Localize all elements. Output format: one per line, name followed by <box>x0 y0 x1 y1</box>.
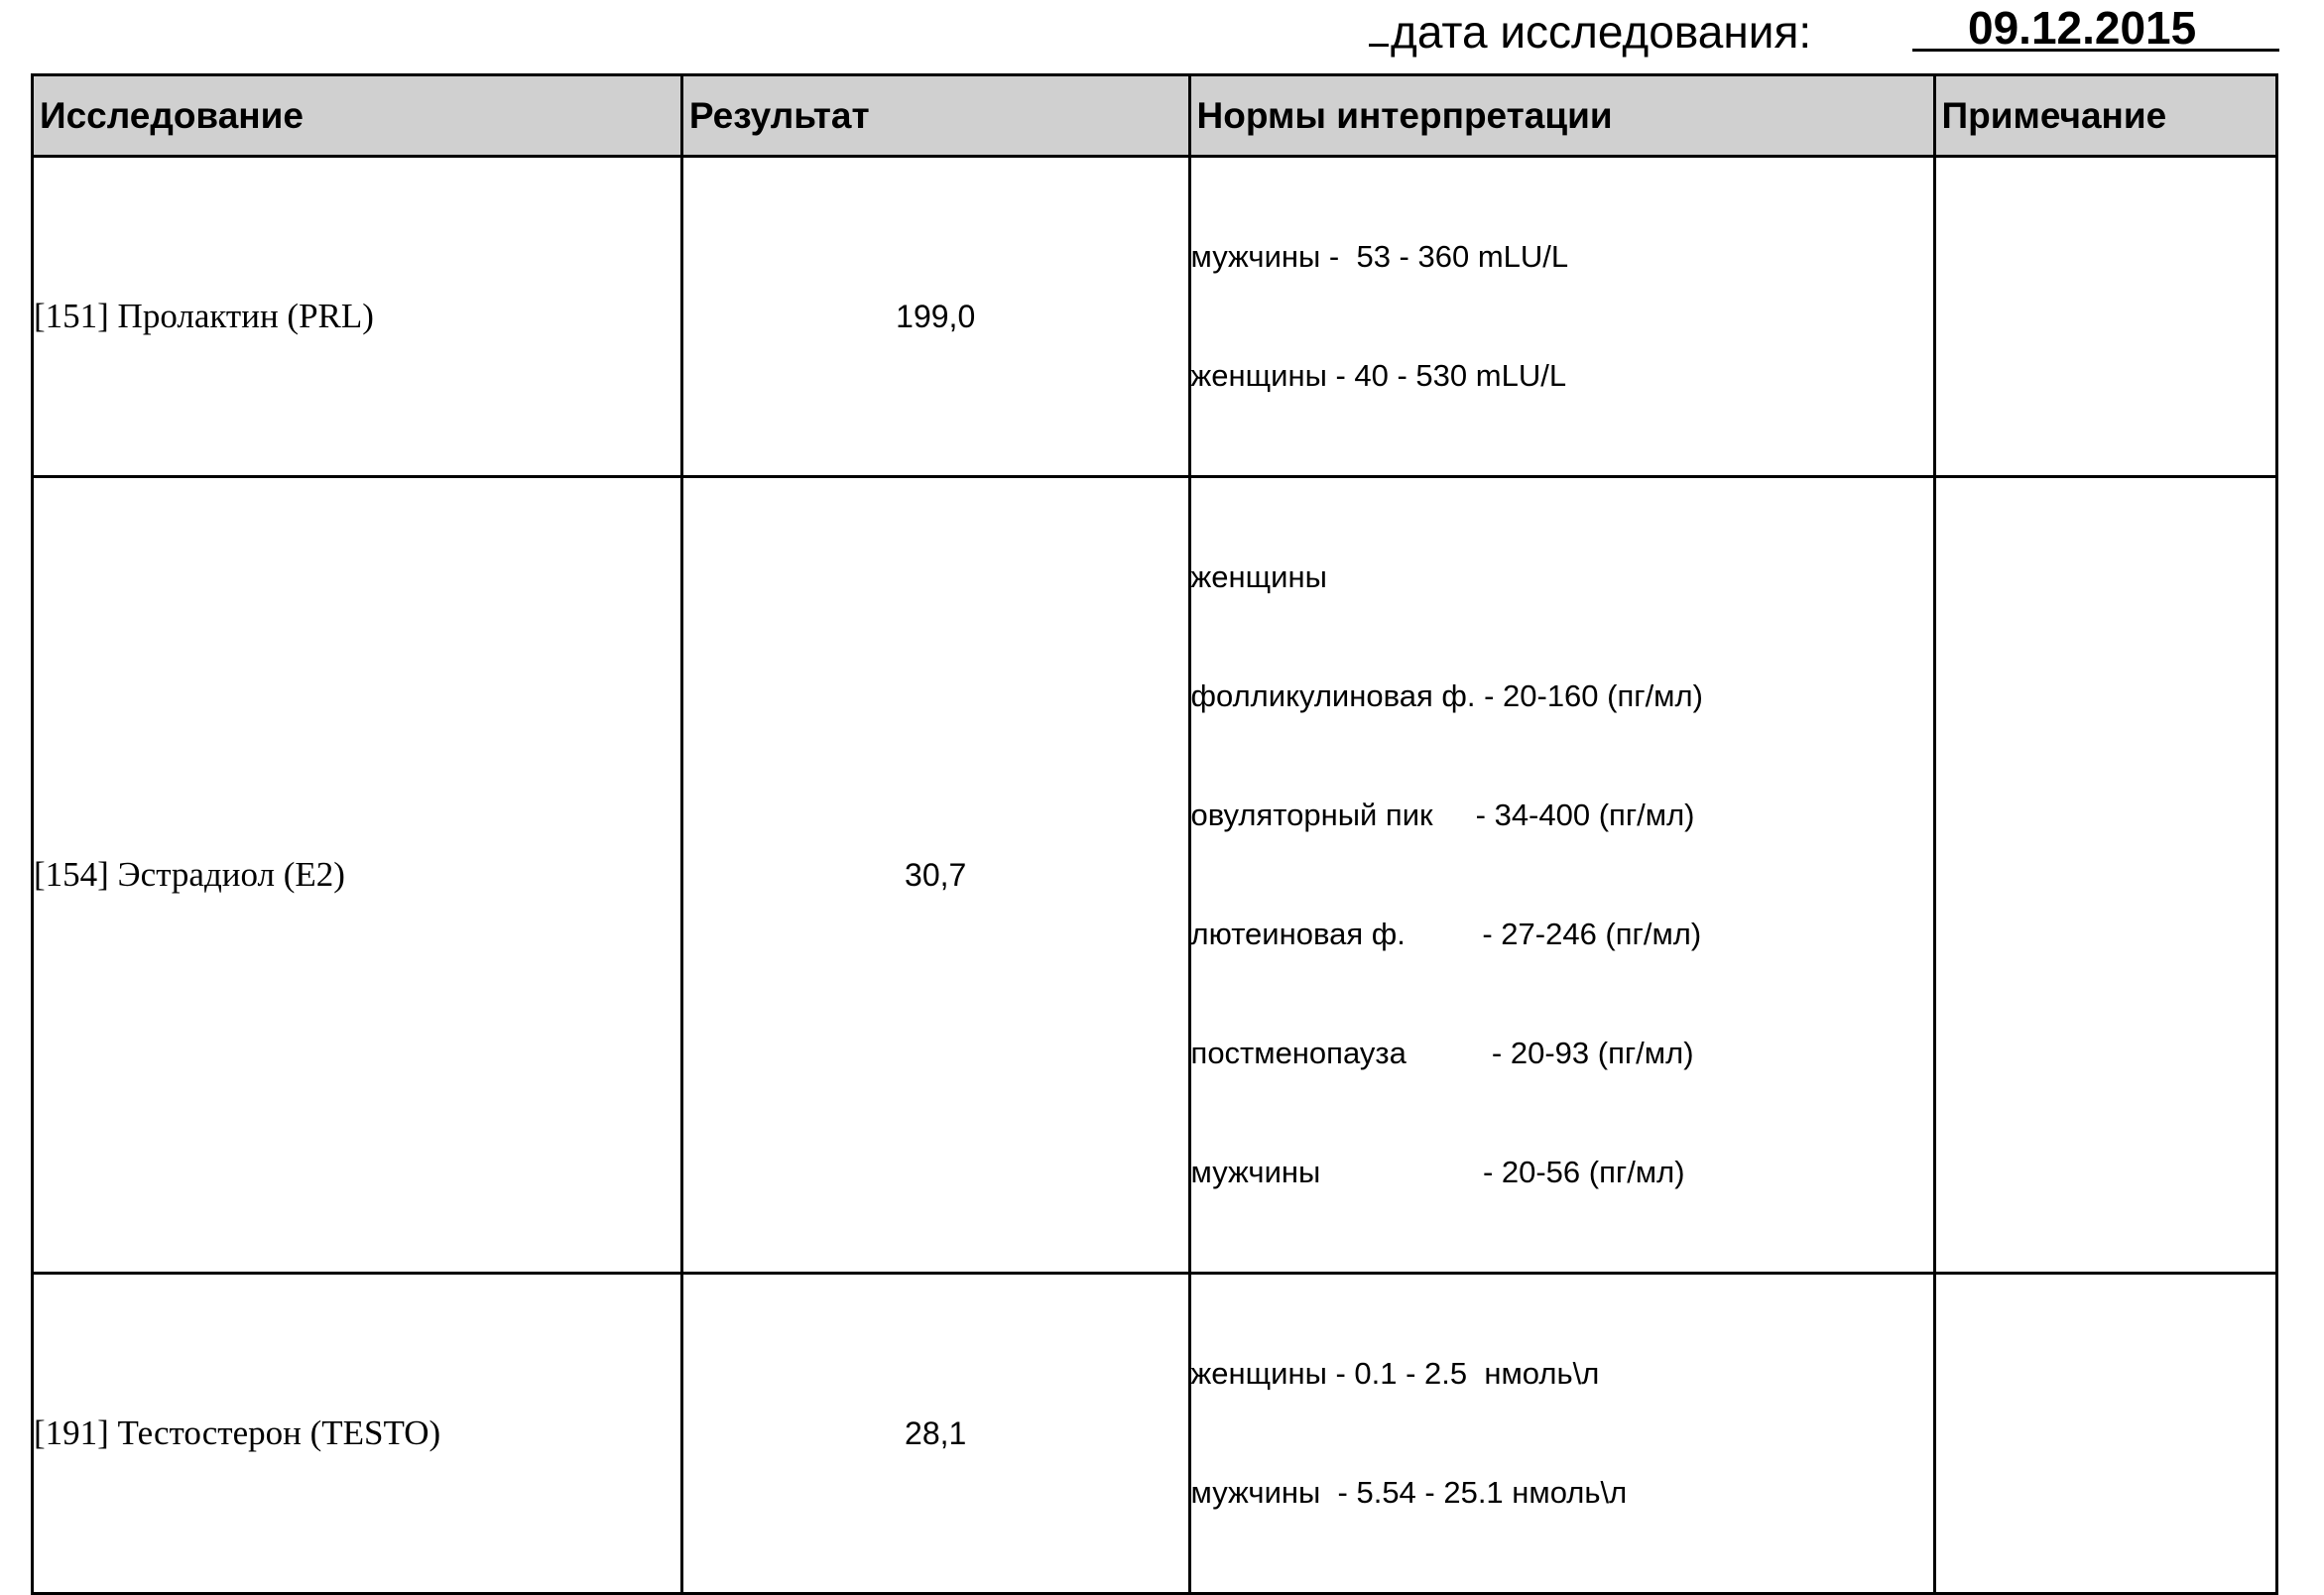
table-row <box>33 157 2277 477</box>
column-header-norms: Нормы интерпретации <box>1189 75 1934 157</box>
table-row <box>33 1274 2277 1594</box>
study-note <box>1934 157 2276 477</box>
norm-line: женщины <box>1190 559 1327 594</box>
study-note <box>1934 477 2276 1274</box>
norm-line: мужчины - 53 - 360 mLU/L <box>1190 239 1569 274</box>
results-table <box>31 73 2278 1595</box>
norm-line: мужчины - 20-56 (пг/мл) <box>1190 1155 1685 1189</box>
date-underscore <box>1369 6 1389 47</box>
norm-line: овуляторный пик - 34-400 (пг/мл) <box>1190 798 1695 832</box>
date-label-text: дата исследования: <box>1391 6 1812 58</box>
study-norms <box>1189 1274 1934 1594</box>
study-result: 30,7 <box>681 477 1189 1274</box>
table-row <box>33 477 2277 1274</box>
study-name: [191] Тестостерон (TESTO) <box>33 1274 682 1594</box>
study-date-value: 09.12.2015 <box>1912 4 2279 52</box>
column-header-note: Примечание <box>1934 75 2276 157</box>
norm-line: постменопауза - 20-93 (пг/мл) <box>1190 1036 1694 1070</box>
norm-line: женщины - 0.1 - 2.5 нмоль\л <box>1190 1356 1600 1391</box>
study-result: 199,0 <box>681 157 1189 477</box>
table-header-row <box>33 75 2277 157</box>
column-header-study: Исследование <box>33 75 682 157</box>
study-note <box>1934 1274 2276 1594</box>
norm-line: женщины - 40 - 530 mLU/L <box>1190 358 1567 393</box>
column-header-result: Результат <box>681 75 1189 157</box>
study-result: 28,1 <box>681 1274 1189 1594</box>
study-norms <box>1189 477 1934 1274</box>
norm-line: фолликулиновая ф. - 20-160 (пг/мл) <box>1190 678 1703 713</box>
study-name: [154] Эстрадиол (E2) <box>33 477 682 1274</box>
study-norms <box>1189 157 1934 477</box>
norm-line: мужчины - 5.54 - 25.1 нмоль\л <box>1190 1475 1628 1510</box>
study-date-label <box>1369 6 1811 58</box>
norm-line: лютеиновая ф. - 27-246 (пг/мл) <box>1190 917 1702 951</box>
study-name: [151] Пролактин (PRL) <box>33 157 682 477</box>
